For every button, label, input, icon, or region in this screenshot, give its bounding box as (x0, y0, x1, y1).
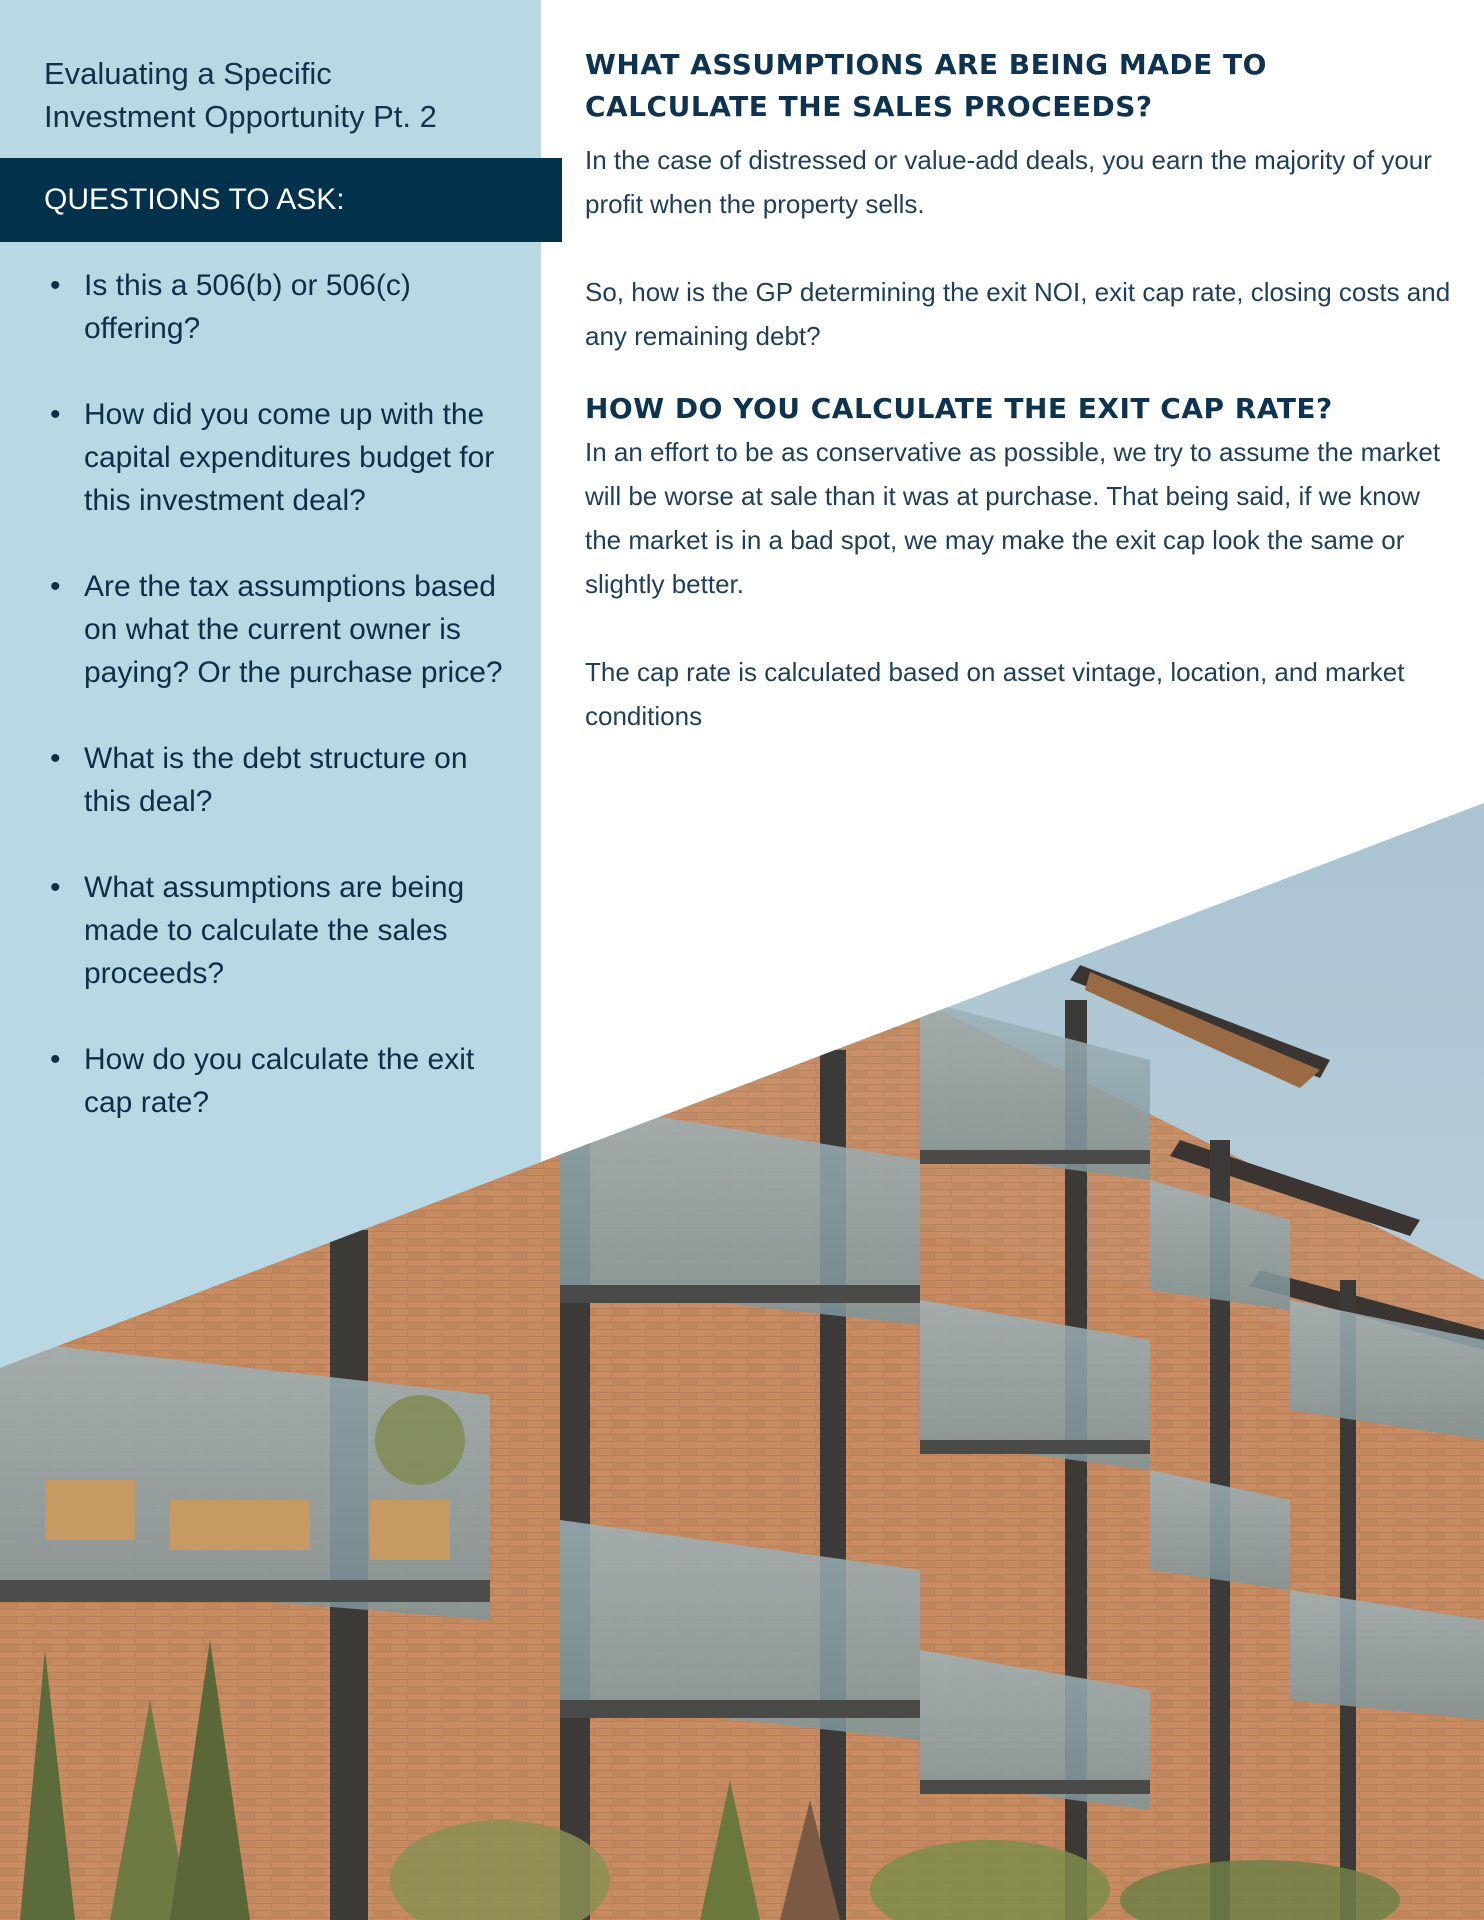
question-item (44, 565, 514, 694)
question-item (44, 737, 514, 823)
document-title-line-2: Investment Opportunity Pt. 2 (44, 99, 437, 134)
document-title (44, 52, 514, 138)
bullet-icon: • (50, 269, 61, 302)
question-item (44, 393, 514, 522)
bullet-icon: • (50, 871, 61, 904)
main-content (585, 44, 1455, 738)
question-text: What assumptions are being made to calculate the sales proceeds? (84, 871, 465, 990)
question-text: Are the tax assumptions based on what the current owner is paying? Or the purchase price? (84, 570, 503, 689)
question-text: How do you calculate the exit cap rate? (84, 1043, 475, 1119)
question-item (44, 1038, 514, 1124)
bullet-icon: • (50, 1043, 61, 1076)
question-item (44, 264, 514, 350)
section-paragraph: In an effort to be as conservative as possible, we try to assume the market will be worse at sale than it was at purchase. That being said, if we know the market is in a bad spot, we may make the exit cap look the same or slightly better. (585, 437, 1441, 599)
section-paragraph: So, how is the GP determining the exit NOI, exit cap rate, closing costs and any remaining debt? (585, 277, 1451, 351)
section-heading-exit-cap-rate: HOW DO YOU CALCULATE THE EXIT CAP RATE? (585, 392, 1333, 425)
questions-banner: QUESTIONS TO ASK: (0, 158, 562, 242)
question-item (44, 866, 514, 995)
bullet-icon: • (50, 742, 61, 775)
question-text: How did you come up with the capital expenditures budget for this investment deal? (84, 398, 495, 517)
bullet-icon: • (50, 398, 61, 431)
question-text: What is the debt structure on this deal? (84, 742, 468, 818)
document-title-line-1: Evaluating a Specific (44, 56, 332, 91)
bullet-icon: • (50, 570, 61, 603)
question-text: Is this a 506(b) or 506(c) offering? (84, 269, 411, 345)
section-heading-sales-proceeds: WHAT ASSUMPTIONS ARE BEING MADE TO CALCULATE THE SALES PROCEEDS? (585, 48, 1267, 123)
questions-list (44, 264, 514, 1124)
section-paragraph: The cap rate is calculated based on asset vintage, location, and market conditions (585, 657, 1405, 731)
section-paragraph: In the case of distressed or value-add deals, you earn the majority of your profit when the property sells. (585, 145, 1432, 219)
